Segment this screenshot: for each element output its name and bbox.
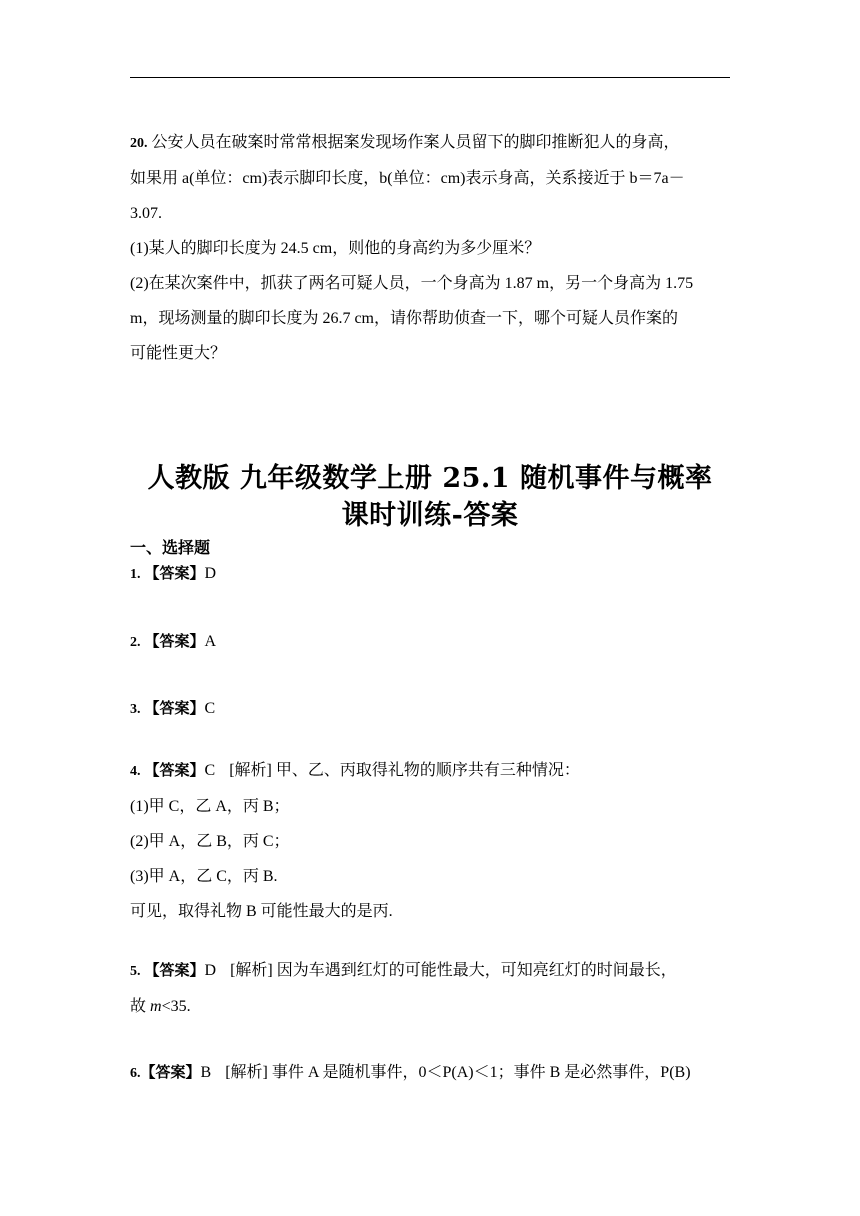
- analysis-line: (1)甲 C，乙 A，丙 B；: [130, 798, 290, 815]
- question-line: 20. 公安人员在破案时常常根据案发现场作案人员留下的脚印推断犯人的身高，: [130, 134, 680, 151]
- answer-tag: 【答案】: [144, 763, 205, 779]
- answer-analysis: [解析] 事件 A 是随机事件，0＜P(A)＜1；事件 B 是必然事件，P(B): [225, 1064, 691, 1081]
- question-part-2: (2)在某次案件中，抓获了两名可疑人员，一个身高为 1.87 m，另一个身高为 1.75: [130, 275, 694, 292]
- answer-5: [130, 953, 735, 1024]
- answer-value: C: [204, 762, 216, 779]
- question-line: m，现场测量的脚印长度为 26.7 cm，请你帮助侦查一下，哪个可疑人员作案的: [130, 310, 678, 327]
- analysis-line: 故 m<35.: [130, 998, 191, 1015]
- answer-tag: 【答案】: [140, 1065, 201, 1081]
- section-heading: 一、选择题: [130, 538, 211, 557]
- answer-1: [130, 556, 735, 592]
- answer-value: D: [204, 962, 217, 979]
- question-line: 如果用 a(单位：cm)表示脚印长度，b(单位：cm)表示身高，关系接近于 b＝7a－: [130, 170, 685, 187]
- answer-analysis: [解析] 甲、乙、丙取得礼物的顺序共有三种情况：: [229, 762, 580, 779]
- answer-tag: 【答案】: [144, 566, 205, 582]
- answer-title-line-1: 人教版 九年级数学上册 25.1 随机事件与概率: [147, 463, 713, 494]
- answer-2: [130, 624, 735, 660]
- answer-value: D: [204, 565, 217, 582]
- answer-tag: 【答案】: [144, 634, 205, 650]
- question-line: 3.07.: [130, 205, 162, 222]
- answer-tag: 【答案】: [144, 963, 205, 979]
- answer-number: 6.: [130, 1066, 141, 1081]
- question-20: [130, 125, 735, 371]
- answer-value: C: [204, 700, 216, 717]
- answer-number: 2.: [130, 635, 141, 650]
- header-rule: [130, 77, 730, 78]
- answer-number: 3.: [130, 702, 141, 717]
- question-part-1: (1)某人的脚印长度为 24.5 cm，则他的身高约为多少厘米？: [130, 240, 541, 257]
- answer-analysis: [解析] 因为车遇到红灯的可能性最大，可知亮红灯的时间最长，: [230, 962, 677, 979]
- analysis-line: 可见，取得礼物 B 可能性最大的是丙.: [130, 903, 393, 920]
- analysis-line: (3)甲 A，乙 C，丙 B.: [130, 868, 278, 885]
- question-line: 可能性更大？: [130, 345, 227, 362]
- answer-value: A: [204, 633, 217, 650]
- answer-number: 5.: [130, 964, 141, 979]
- answer-number: 1.: [130, 567, 141, 582]
- analysis-line: (2)甲 A，乙 B，丙 C；: [130, 833, 290, 850]
- question-number: 20.: [130, 136, 148, 151]
- answer-value: B: [200, 1064, 212, 1081]
- answer-4: [130, 753, 735, 929]
- answer-number: 4.: [130, 764, 141, 779]
- answer-3: [130, 691, 735, 727]
- variable-m: m: [150, 998, 162, 1015]
- answer-title-line-2: 课时训练-答案: [341, 500, 519, 531]
- answer-6: [130, 1055, 735, 1091]
- answer-tag: 【答案】: [144, 701, 205, 717]
